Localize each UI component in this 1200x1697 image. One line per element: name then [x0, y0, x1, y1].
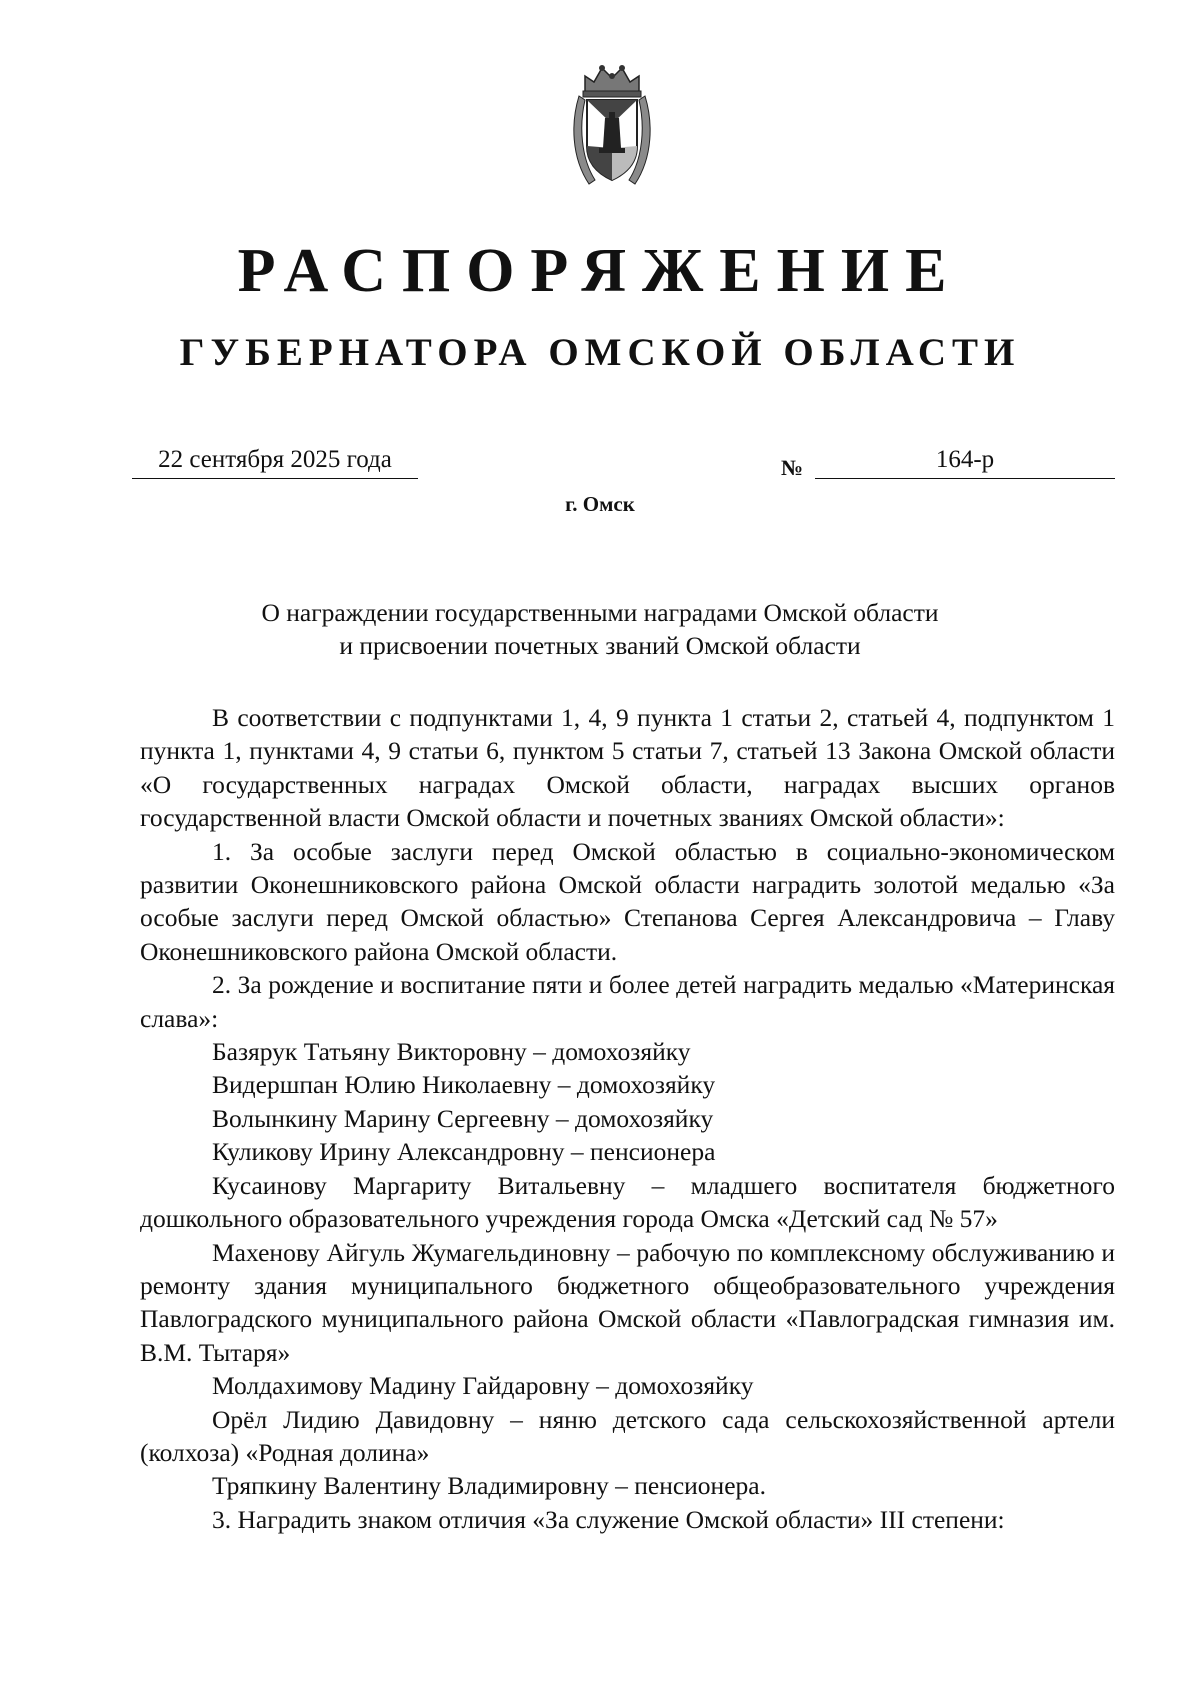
- document-number: 164-р: [815, 446, 1115, 479]
- list-item: Базярук Татьяну Викторовну – домохозяйку: [212, 1037, 691, 1067]
- list-item: Молдахимову Мадину Гайдаровну – домохозяйку: [212, 1371, 754, 1401]
- document-city: г. Омск: [565, 492, 635, 516]
- number-label: №: [781, 455, 804, 480]
- document-date: 22 сентября 2025 года: [132, 446, 418, 479]
- document-subtitle: ГУБЕРНАТОРА ОМСКОЙ ОБЛАСТИ: [179, 331, 1021, 374]
- list-item: Кусаинову Маргариту Витальевну – младшего воспитателя бюджетного дошкольного образовательного учреждения города Омска «Детский сад № 57»: [140, 1170, 1115, 1234]
- list-item: Волынкину Марину Сергеевну – домохозяйку: [212, 1103, 714, 1133]
- preamble-paragraph: В соответствии с подпунктами 1, 4, 9 пункта 1 статьи 2, статьей 4, подпунктом 1 пункта 1, пунктами 4, 9 статьи 6, пунктом 5 статьи 7, статьей 13 Закона Омской области «О государственных наградах Омской области, наградах высших органов государственной власти Омской области и почетных званиях Омской области»:: [140, 703, 1115, 833]
- list-item: Орёл Лидию Давидовну – няню детского сада сельскохозяйственной артели (колхоза) «Родная долина»: [140, 1404, 1115, 1467]
- document-subject: [0, 596, 1200, 662]
- document-title: РАСПОРЯЖЕНИЕ: [237, 237, 963, 305]
- list-item: Тряпкину Валентину Владимировну – пенсионера.: [212, 1471, 766, 1501]
- document-body: [140, 701, 1115, 1536]
- subject-line-1: О награждении государственными наградами Омской области: [261, 598, 939, 627]
- item-3-paragraph: 3. Наградить знаком отличия «За служение Омской области» III степени:: [212, 1504, 1005, 1534]
- coat-of-arms-emblem: [569, 62, 655, 190]
- item-2-paragraph: 2. За рождение и воспитание пяти и более детей наградить медалью «Материнская слава»:: [140, 970, 1115, 1033]
- subject-line-2: и присвоении почетных званий Омской области: [339, 631, 861, 660]
- list-item: Махенову Айгуль Жумагельдиновну – рабочую по комплексному обслуживанию и ремонту здания муниципального бюджетного общеобразовательного учреждения Павлоградского муниципального района Омской области «Павлоградская гимназия им. В.М. Тытаря»: [140, 1237, 1115, 1367]
- list-item: Видершпан Юлию Николаевну – домохозяйку: [212, 1070, 716, 1100]
- list-item: Куликову Ирину Александровну – пенсионера: [212, 1137, 716, 1167]
- item-1-paragraph: 1. За особые заслуги перед Омской областью в социально-экономическом развитии Оконешниковского района Омской области наградить золотой медалью «За особые заслуги перед Омской областью» Степанова Сергея Александровича – Главу Оконешниковского района Омской области.: [140, 836, 1115, 966]
